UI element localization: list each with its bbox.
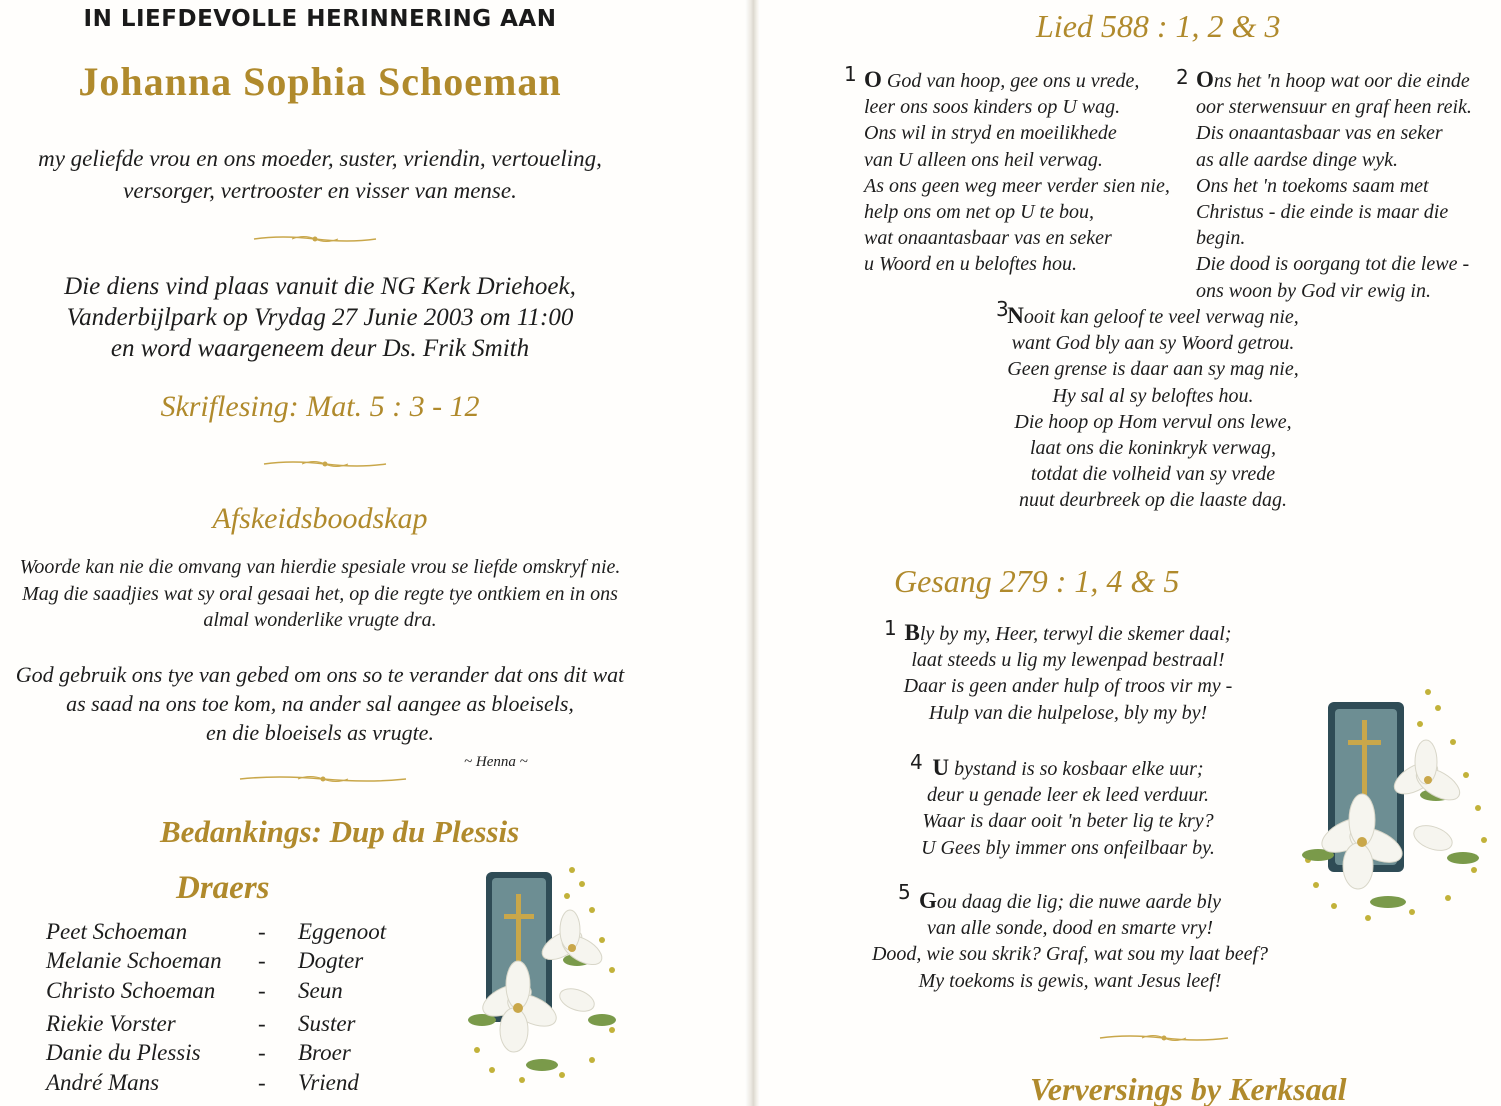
verse-line: Ons wil in stryd en moeilikhede (864, 122, 1117, 145)
verse-line: Christus - die einde is maar die begin. (1196, 201, 1449, 250)
bearer-name: Christo Schoeman (46, 978, 216, 1003)
bearer-dash: - (258, 948, 266, 973)
service-line: Die diens vind plaas vanuit die NG Kerk Driehoek, (64, 273, 576, 300)
verse-line: Geen grense is daar aan sy mag nie, (1007, 358, 1299, 381)
hymn2-verse4 (908, 755, 1228, 861)
verse-line: totdat die volheid van sy vrede (1030, 463, 1276, 486)
bearer-dash: - (258, 1070, 266, 1095)
verse-line: Hy sal al sy beloftes hou. (1052, 384, 1254, 407)
drop-cap: G (918, 888, 937, 913)
drop-cap: U (932, 755, 950, 780)
verse-line: as alle aardse dinge wyk. (1196, 148, 1399, 171)
bearer-row (46, 919, 446, 949)
hymn2-verse5 (860, 888, 1280, 994)
verse-number: 3 (996, 297, 1009, 321)
farewell-line: as saad na ons toe kom, na ander sal aangee as bloeisels, (66, 691, 574, 716)
bearer-name: Peet Schoeman (46, 919, 188, 944)
verse-number: 1 (844, 62, 857, 86)
drop-cap: N (1007, 303, 1024, 328)
bearer-row (46, 978, 446, 1008)
bearer-dash: - (258, 1011, 266, 1036)
verse-line: Dis onaantasbaar vas en seker (1196, 122, 1443, 145)
bearer-relation: Broer (298, 1040, 351, 1065)
dedication-line: my geliefde vrou en ons moeder, suster, vriendin, vertoueling, (38, 146, 602, 171)
verse-line: help ons om net op U te bou, (864, 201, 1094, 224)
signature: ~ Henna ~ (464, 754, 528, 770)
right-page (760, 0, 1501, 1106)
verse-line: oor sterwensuur en graf heen reik. (1196, 96, 1472, 119)
bearer-relation: Suster (298, 1011, 356, 1036)
scripture-reading: Skriflesing: Mat. 5 : 3 - 12 (160, 390, 480, 423)
dedication-line: versorger, vertrooster en visser van mense. (123, 178, 517, 203)
farewell-paragraph-2 (0, 660, 640, 747)
ornament-divider (1098, 1033, 1230, 1043)
farewell-line: God gebruik ons tye van gebed om ons so te verander dat ons dit wat (15, 662, 625, 687)
left-page (0, 0, 745, 1106)
hymn1-verse3 (978, 303, 1328, 514)
verse-line: ooit kan geloof te veel verwag nie, (1023, 306, 1299, 328)
bearer-row (46, 1040, 446, 1070)
verse-line: leer ons soos kinders op U wag. (864, 96, 1121, 119)
verse-line: bystand is so kosbaar elke uur; (949, 758, 1204, 780)
bearer-name: Danie du Plessis (46, 1040, 201, 1065)
verse-line: laat steeds u lig my lewenpad bestraal! (911, 649, 1225, 672)
verse-line: Die dood is oorgang tot die lewe - (1196, 253, 1470, 276)
verse-line: deur u genade leer ek leed verduur. (927, 784, 1209, 807)
verse-line: nuut deurbreek op die laaste dag. (1018, 489, 1288, 512)
bearer-name: Riekie Vorster (46, 1011, 176, 1036)
verse-line: Daar is geen ander hulp of troos vir my - (903, 675, 1233, 698)
bearer-relation: Seun (298, 978, 343, 1003)
bearer-dash: - (258, 978, 266, 1003)
verse-line: U Gees bly immer ons onfeilbaar by. (921, 836, 1215, 859)
verse-number: 2 (1176, 65, 1189, 89)
cross-flower-illustration (1288, 680, 1498, 946)
verse-line: God van hoop, gee ons u vrede, (881, 70, 1140, 92)
verse-line: Die hoop op Hom vervul ons lewe, (1014, 410, 1292, 433)
verse-line: want God bly aan sy Woord getrou. (1011, 332, 1295, 355)
farewell-line: almal wonderlike vrugte dra. (203, 609, 437, 631)
verse-number: 4 (910, 750, 923, 774)
farewell-line: Woorde kan nie die omvang van hierdie spesiale vrou se liefde omskryf nie. (19, 556, 621, 578)
bearer-dash: - (258, 1040, 266, 1065)
bearer-name: Melanie Schoeman (46, 948, 222, 973)
bearer-relation: Eggenoot (298, 919, 387, 944)
verse-line: Waar is daar ooit 'n beter lig te kry? (922, 810, 1214, 833)
verse-line: Hulp van die hulpelose, bly my by! (928, 701, 1208, 724)
ornament-divider (252, 234, 378, 244)
dedication (0, 143, 640, 207)
ornament-divider (238, 774, 408, 784)
verse-line: van U alleen ons heil verwag. (864, 148, 1103, 171)
drop-cap: O (864, 67, 882, 92)
verse-number: 1 (884, 616, 897, 640)
drop-cap: O (1196, 67, 1214, 92)
verse-number: 5 (898, 880, 911, 904)
ornament-divider (262, 459, 388, 469)
bearer-relation: Dogter (298, 948, 364, 973)
cross-flower-illustration (452, 850, 632, 1106)
hymn2-title: Gesang 279 : 1, 4 & 5 (894, 563, 1180, 599)
drop-cap: B (904, 620, 920, 645)
bearer-dash: - (258, 919, 266, 944)
verse-line: wat onaantasbaar vas en seker (864, 227, 1112, 250)
service-line: en word waargeneem deur Ds. Frik Smith (110, 335, 530, 362)
hymn1-verse1 (864, 67, 1170, 278)
deceased-name: Johanna Sophia Schoeman (78, 59, 562, 104)
verse-line: u Woord en u beloftes hou. (864, 253, 1077, 276)
bearer-row (46, 1070, 446, 1100)
farewell-title: Afskeidsboodskap (212, 502, 428, 535)
verse-line: Dood, wie sou skrik? Graf, wat sou my laat beef? (871, 943, 1269, 966)
farewell-paragraph-1 (0, 554, 640, 634)
verse-line: ou daag die lig; die nuwe aarde bly (936, 891, 1222, 913)
farewell-line: en die bloeisels as vrugte. (206, 720, 434, 745)
verse-line: My toekoms is gewis, want Jesus leef! (918, 969, 1222, 992)
bearer-name: André Mans (46, 1070, 160, 1095)
verse-line: laat ons die koninkryk verwag, (1029, 437, 1277, 460)
hymn1-verse2 (1196, 67, 1501, 304)
verse-line: ns het 'n hoop wat oor die einde (1213, 70, 1470, 92)
verse-line: van alle sonde, dood en smarte vry! (926, 917, 1214, 940)
bearer-relation: Vriend (298, 1070, 359, 1095)
bearers-title: Draers (176, 870, 270, 906)
refreshments: Verversings by Kerksaal (1030, 1071, 1347, 1106)
bearer-row (46, 948, 446, 978)
hymn1-title: Lied 588 : 1, 2 & 3 (1036, 8, 1281, 44)
verse-line: ly by my, Heer, terwyl die skemer daal; (919, 623, 1232, 645)
service-line: Vanderbijlpark op Vrydag 27 Junie 2003 om 11:00 (66, 304, 574, 331)
bearer-row (46, 1011, 446, 1041)
verse-line: ons woon by God vir ewig in. (1196, 279, 1431, 302)
hymn2-verse1 (888, 620, 1248, 726)
memorial-heading: IN LIEFDEVOLLE HERINNERING AAN (83, 6, 557, 32)
thanks: Bedankings: Dup du Plessis (160, 814, 520, 849)
verse-line: As ons geen weg meer verder sien nie, (864, 174, 1170, 197)
verse-line: Ons het 'n toekoms saam met (1196, 174, 1429, 197)
service-details (0, 271, 640, 364)
farewell-line: Mag die saadjies wat sy oral gesaai het, op die regte tye ontkiem en in ons (22, 582, 618, 605)
page-fold (745, 0, 760, 1106)
